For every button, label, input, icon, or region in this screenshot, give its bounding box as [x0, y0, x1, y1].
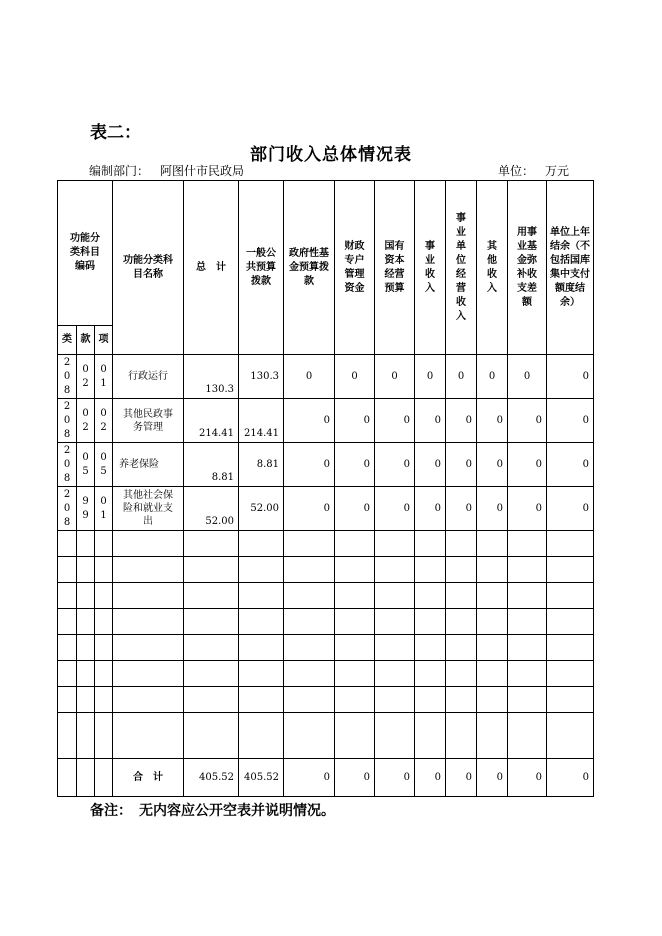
cell-fiscal-special: 0: [335, 355, 375, 399]
header-xiang: 项: [95, 326, 113, 355]
unit-value: 万元: [545, 164, 570, 178]
header-prior-balance: 单位上年结余（不包括国库集中支付额度结余）: [547, 181, 594, 355]
cell-prior-balance: 0: [547, 443, 594, 487]
header-total: 总 计: [184, 181, 239, 355]
dept-label: 编制部门：: [89, 164, 150, 178]
cell-other-income: 0: [477, 355, 508, 399]
header-career-fund: 用事业基金弥补收支差额: [508, 181, 547, 355]
page-title: 部门收入总体情况表: [250, 145, 412, 165]
cell-lei: 208: [58, 443, 77, 487]
cell-other-income: 0: [477, 399, 508, 443]
cell-state-capital: 0: [375, 355, 415, 399]
cell-general: 130.3: [239, 355, 284, 399]
table-row: [58, 355, 594, 399]
cell-career-unit-op: 0: [446, 355, 477, 399]
cell-general: 214.41: [239, 399, 284, 443]
cell-gov-fund: 0: [284, 487, 335, 531]
summary-career-income: 0: [415, 759, 446, 797]
cell-lei: 208: [58, 399, 77, 443]
cell-name: 其他民政事务管理: [113, 399, 184, 443]
cell-total: 52.00: [184, 487, 239, 531]
cell-state-capital: 0: [375, 399, 415, 443]
summary-prior-balance: 0: [547, 759, 594, 797]
cell-lei: 208: [58, 487, 77, 531]
summary-other-income: 0: [477, 759, 508, 797]
summary-label: 合 计: [113, 759, 184, 797]
note: 备注： 无内容应公开空表并说明情况。: [90, 803, 335, 819]
dept-value: 阿图什市民政局: [160, 164, 245, 178]
cell-career-fund: 0: [508, 355, 547, 399]
cell-xiang: 05: [95, 443, 113, 487]
cell-total: 214.41: [184, 399, 239, 443]
cell-general: 8.81: [239, 443, 284, 487]
cell-prior-balance: 0: [547, 487, 594, 531]
cell-state-capital: 0: [375, 487, 415, 531]
header-func-code: 功能分类科目编码: [58, 181, 113, 326]
table-row: [58, 399, 594, 443]
header-func-name: 功能分类科目名称: [113, 181, 184, 355]
cell-prior-balance: 0: [547, 355, 594, 399]
cell-kuan: 02: [77, 355, 95, 399]
summary-row: [58, 759, 594, 797]
empty-row: [58, 531, 594, 557]
cell-xiang: 01: [95, 355, 113, 399]
cell-other-income: 0: [477, 487, 508, 531]
summary-fiscal-special: 0: [335, 759, 375, 797]
cell-career-income: 0: [415, 399, 446, 443]
cell-career-fund: 0: [508, 399, 547, 443]
cell-lei: 208: [58, 355, 77, 399]
header-kuan: 款: [77, 326, 95, 355]
cell-kuan: 02: [77, 399, 95, 443]
cell-career-unit-op: 0: [446, 443, 477, 487]
cell-gov-fund: 0: [284, 399, 335, 443]
header-state-capital: 国有资本经营预算: [375, 181, 415, 355]
cell-kuan: 99: [77, 487, 95, 531]
cell-xiang: 02: [95, 399, 113, 443]
summary-gov-fund: 0: [284, 759, 335, 797]
summary-career-fund: 0: [508, 759, 547, 797]
cell-career-fund: 0: [508, 487, 547, 531]
summary-total: 405.52: [184, 759, 239, 797]
header-fiscal-special: 财政专户管理资金: [335, 181, 375, 355]
empty-row: [58, 557, 594, 583]
cell-career-income: 0: [415, 443, 446, 487]
empty-row: [58, 635, 594, 661]
cell-gov-fund: 0: [284, 443, 335, 487]
header-career-income: 事业收入: [415, 181, 446, 355]
header-other-income: 其他收入: [477, 181, 508, 355]
cell-general: 52.00: [239, 487, 284, 531]
cell-name: 行政运行: [113, 355, 184, 399]
cell-other-income: 0: [477, 443, 508, 487]
cell-xiang: 01: [95, 487, 113, 531]
empty-row: [58, 687, 594, 713]
cell-career-unit-op: 0: [446, 399, 477, 443]
cell-prior-balance: 0: [547, 399, 594, 443]
table-row: [58, 487, 594, 531]
cell-fiscal-special: 0: [335, 487, 375, 531]
cell-fiscal-special: 0: [335, 399, 375, 443]
cell-kuan: 05: [77, 443, 95, 487]
summary-state-capital: 0: [375, 759, 415, 797]
cell-career-unit-op: 0: [446, 487, 477, 531]
summary-career-unit-op: 0: [446, 759, 477, 797]
cell-total: 130.3: [184, 355, 239, 399]
empty-row: [58, 583, 594, 609]
table-label: 表二：: [90, 123, 141, 143]
empty-row: [58, 713, 594, 759]
cell-total: 8.81: [184, 443, 239, 487]
cell-fiscal-special: 0: [335, 443, 375, 487]
header-general: 一般公共预算拨款: [239, 181, 284, 355]
cell-state-capital: 0: [375, 443, 415, 487]
header-career-unit-op: 事业单位经营收入: [446, 181, 477, 355]
cell-career-fund: 0: [508, 443, 547, 487]
table-row: [58, 443, 594, 487]
header-gov-fund: 政府性基金预算拨款: [284, 181, 335, 355]
empty-row: [58, 609, 594, 635]
income-table: [57, 180, 594, 797]
cell-name: 养老保险: [113, 443, 184, 487]
summary-general: 405.52: [239, 759, 284, 797]
unit-label: 单位：: [498, 164, 535, 178]
header-lei: 类: [58, 326, 77, 355]
empty-row: [58, 661, 594, 687]
cell-gov-fund: 0: [284, 355, 335, 399]
cell-career-income: 0: [415, 355, 446, 399]
cell-career-income: 0: [415, 487, 446, 531]
cell-name: 其他社会保险和就业支出: [113, 487, 184, 531]
